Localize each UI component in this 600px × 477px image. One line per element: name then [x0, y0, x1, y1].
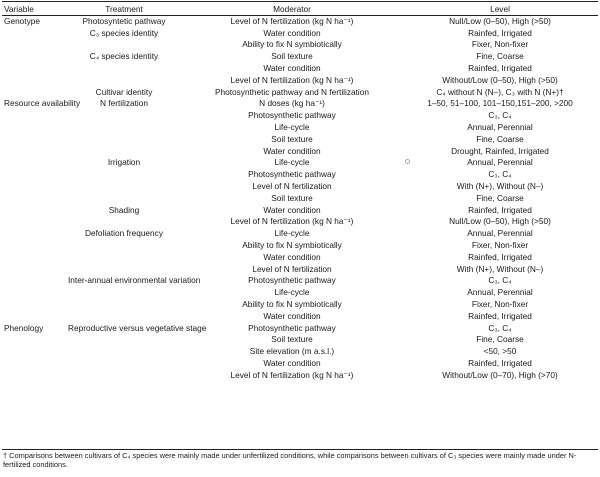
cell-variable	[2, 334, 66, 346]
cell-level: C₃, C₄	[488, 169, 512, 180]
cell-treatment	[66, 109, 182, 121]
table-row	[2, 263, 598, 275]
cell-level: Without/Low (0–70), High (>70)	[442, 369, 558, 380]
cell-variable	[2, 168, 66, 180]
table-row	[2, 310, 598, 322]
cell-variable	[2, 121, 66, 133]
cell-variable	[2, 74, 66, 86]
cell-treatment: Irrigation	[107, 157, 141, 168]
cell-level: With (N+), Without (N–)	[456, 181, 544, 192]
cell-variable	[2, 133, 66, 145]
cell-moderator: Life-cycle	[274, 122, 310, 133]
cell-level: Fine, Coarse	[476, 133, 524, 144]
cell-level: Fixer, Non-fixer	[471, 39, 529, 50]
cell-level: Rainfed, Irrigated	[468, 27, 532, 38]
cell-level: C₃, C₄	[488, 275, 512, 286]
cell-moderator: Photosynthetic pathway	[248, 322, 336, 333]
cell-variable	[2, 109, 66, 121]
cell-level: Annual, Perennial	[467, 157, 533, 168]
cell-treatment	[66, 168, 182, 180]
cell-treatment	[66, 192, 182, 204]
table-row	[2, 345, 598, 357]
table-row	[2, 133, 598, 145]
table-row	[2, 227, 598, 239]
cell-variable	[2, 50, 66, 62]
cell-treatment: Inter-annual environmental variation	[68, 275, 201, 286]
cell-level: Rainfed, Irrigated	[468, 310, 532, 321]
cell-moderator: Level of N fertilization (kg N ha⁻¹)	[230, 216, 354, 227]
cell-treatment: Shading	[108, 204, 140, 215]
cell-variable	[2, 286, 66, 298]
cell-variable	[2, 180, 66, 192]
cell-treatment	[66, 239, 182, 251]
table-row	[2, 109, 598, 121]
table-row	[2, 239, 598, 251]
cell-moderator: Level of N fertilization (kg N ha⁻¹)	[230, 369, 354, 380]
table-row	[2, 286, 598, 298]
cell-moderator: Life-cycle	[274, 287, 310, 298]
cell-level: Fixer, Non-fixer	[471, 299, 529, 310]
cell-level: Annual, Perennial	[467, 228, 533, 239]
stray-dot	[405, 159, 410, 164]
table-row	[2, 121, 598, 133]
table-row	[2, 251, 598, 263]
cell-moderator: Soil texture	[271, 133, 313, 144]
cell-variable	[2, 27, 66, 39]
cell-variable	[2, 39, 66, 51]
cell-moderator: Level of N fertilization	[252, 181, 332, 192]
cell-moderator: Ability to fix N symbiotically	[242, 299, 342, 310]
cell-treatment	[66, 357, 182, 369]
cell-variable	[2, 345, 66, 357]
cell-level: Null/Low (0–50), High (>50)	[449, 216, 551, 227]
table-row	[2, 98, 598, 110]
table-row	[2, 145, 598, 157]
cell-treatment: N fertilization	[100, 98, 148, 109]
table-row	[2, 62, 598, 74]
table-row	[2, 74, 598, 86]
cell-moderator: Soil texture	[271, 334, 313, 345]
cell-moderator: Life-cycle	[274, 228, 310, 239]
cell-level: Rainfed, Irrigated	[468, 204, 532, 215]
table-header	[2, 2, 598, 15]
table-row	[2, 27, 598, 39]
cell-moderator: Water condition	[263, 358, 321, 368]
cell-treatment: Cultivar identity	[95, 86, 153, 97]
cell-moderator: Water condition	[263, 27, 321, 38]
table-row	[2, 168, 598, 180]
cell-level: Annual, Perennial	[467, 122, 533, 133]
cell-treatment	[66, 345, 182, 357]
cell-moderator: Life-cycle	[274, 157, 310, 168]
cell-level: Fine, Coarse	[476, 334, 524, 345]
cell-variable: Phenology	[4, 322, 44, 333]
cell-treatment	[66, 74, 182, 86]
header-treatment: Treatment	[105, 3, 143, 14]
table-row	[2, 322, 598, 334]
table-row	[2, 157, 598, 169]
table-row	[2, 39, 598, 51]
cell-treatment	[66, 298, 182, 310]
cell-variable	[2, 310, 66, 322]
cell-level: <50, >50	[483, 346, 517, 357]
cell-level: With (N+), Without (N–)	[456, 263, 544, 274]
cell-moderator: Water condition	[263, 145, 321, 156]
table-row	[2, 334, 598, 346]
cell-level: Rainfed, Irrigated	[468, 63, 532, 74]
cell-variable	[2, 239, 66, 251]
cell-treatment	[66, 62, 182, 74]
table-row	[2, 298, 598, 310]
cell-treatment: C₃ species identity	[89, 27, 159, 38]
cell-moderator: N doses (kg ha⁻¹)	[259, 98, 325, 109]
table-row	[2, 204, 598, 216]
cell-moderator: Water condition	[263, 251, 321, 262]
cell-level: Fine, Coarse	[476, 192, 524, 203]
table-row	[2, 50, 598, 62]
cell-variable	[2, 145, 66, 157]
cell-level: Drought, Rainfed, Irrigated	[451, 145, 549, 156]
cell-moderator: Level of N fertilization	[252, 263, 332, 274]
cell-moderator: Water condition	[263, 63, 321, 74]
cell-moderator: Water condition	[263, 310, 321, 321]
cell-treatment: C₄ species identity	[89, 51, 159, 62]
cell-treatment	[66, 39, 182, 51]
cell-level: C₃, C₄	[488, 322, 512, 333]
table-footnote: † Comparisons between cultivars of C₄ species were mainly made under unfertilized conditions, while comparisons between cultivars of C₃ species were mainly made under N-fertilized conditions.	[3, 451, 577, 469]
table-row	[2, 15, 598, 27]
table-row	[2, 357, 598, 369]
cell-treatment: Defoliation frequency	[85, 228, 163, 239]
cell-level: Annual, Perennial	[467, 287, 533, 298]
cell-treatment: Reproductive versus vegetative stage	[68, 322, 207, 333]
cell-variable	[2, 357, 66, 369]
cell-moderator: Level of N fertilization (kg N ha⁻¹)	[230, 74, 354, 85]
cell-moderator: Soil texture	[271, 51, 313, 62]
moderators-table	[2, 2, 598, 381]
cell-moderator: Site elevation (m a.s.l.)	[249, 346, 335, 357]
cell-level: C₄ without N (N–), C₃ with N (N+)†	[436, 86, 564, 97]
cell-treatment	[66, 133, 182, 145]
cell-variable	[2, 62, 66, 74]
cell-moderator: Photosynthetic pathway and N fertilization	[214, 86, 370, 97]
cell-variable	[2, 369, 66, 381]
cell-level: Without/Low (0–50), High (>50)	[442, 74, 558, 85]
cell-moderator: Photosynthetic pathway	[248, 169, 336, 180]
table-row	[2, 275, 598, 287]
header-variable: Variable	[4, 3, 34, 14]
cell-level: Fine, Coarse	[476, 51, 524, 62]
cell-variable	[2, 192, 66, 204]
cell-variable: Resource availability	[4, 98, 81, 109]
table-body	[2, 15, 598, 381]
table-row	[2, 86, 598, 98]
table-row	[2, 192, 598, 204]
cell-treatment	[66, 369, 182, 381]
cell-treatment	[66, 251, 182, 263]
cell-variable: Genotype	[4, 15, 40, 26]
table-row	[2, 369, 598, 381]
cell-variable	[2, 216, 66, 228]
cell-treatment	[66, 334, 182, 346]
cell-treatment	[66, 216, 182, 228]
cell-level: Fixer, Non-fixer	[471, 240, 529, 251]
cell-moderator: Water condition	[263, 204, 321, 215]
cell-treatment	[66, 180, 182, 192]
cell-level: Rainfed, Irrigated	[468, 251, 532, 262]
cell-treatment	[66, 263, 182, 275]
header-level: Level	[490, 3, 510, 14]
cell-variable	[2, 157, 66, 169]
cell-treatment	[66, 310, 182, 322]
cell-level: Null/Low (0–50), High (>50)	[449, 15, 551, 26]
table-bottom-rule	[2, 449, 598, 450]
cell-variable	[2, 298, 66, 310]
cell-variable	[2, 251, 66, 263]
cell-variable	[2, 86, 66, 98]
table-row	[2, 180, 598, 192]
header-row	[2, 2, 598, 15]
cell-variable	[2, 204, 66, 216]
cell-variable	[2, 263, 66, 275]
cell-moderator: Ability to fix N symbiotically	[242, 240, 342, 251]
cell-level: C₃, C₄	[488, 110, 512, 121]
cell-treatment: Photosyntetic pathway	[82, 15, 166, 26]
cell-level: 1–50, 51–100, 101–150,151–200, >200	[427, 98, 573, 109]
cell-moderator: Photosynthetic pathway	[248, 110, 336, 121]
cell-moderator: Soil texture	[271, 192, 313, 203]
cell-moderator: Ability to fix N symbiotically	[242, 39, 342, 50]
cell-moderator: Photosynthetic pathway	[248, 275, 336, 286]
table-row	[2, 216, 598, 228]
cell-treatment	[66, 286, 182, 298]
cell-variable	[2, 227, 66, 239]
cell-level: Rainfed, Irrigated	[468, 358, 532, 368]
cell-treatment	[66, 145, 182, 157]
cell-moderator: Level of N fertilization (kg N ha⁻¹)	[230, 15, 354, 26]
cell-treatment	[66, 121, 182, 133]
header-moderator: Moderator	[273, 3, 311, 14]
cell-variable	[2, 275, 66, 287]
